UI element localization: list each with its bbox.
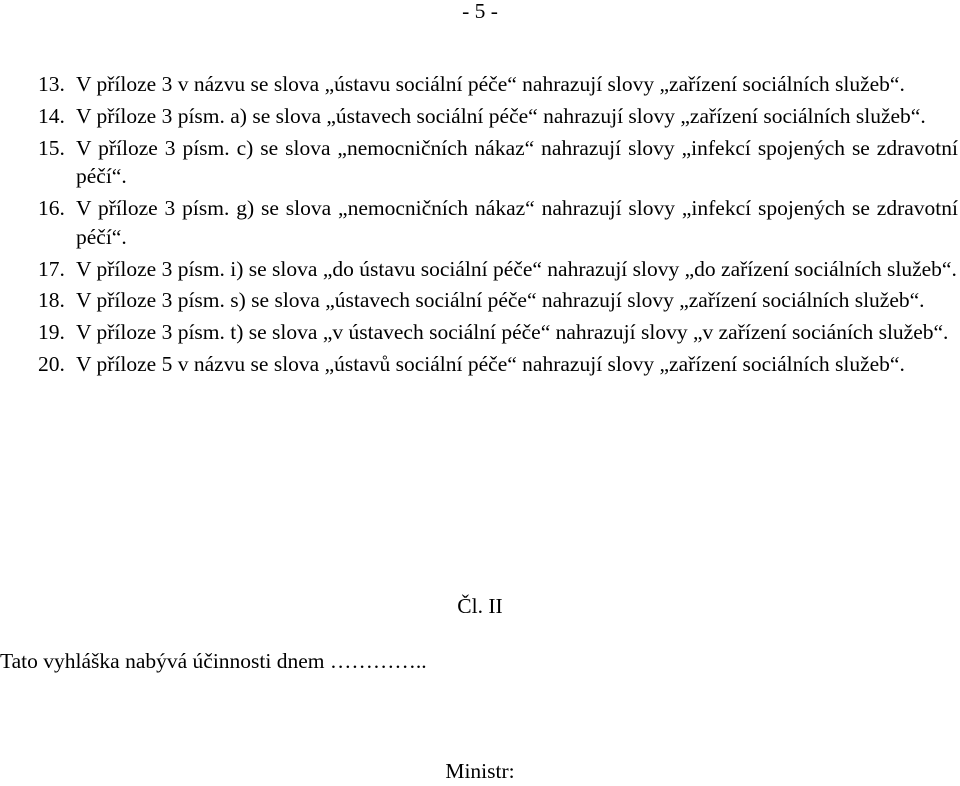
- item-text: V příloze 3 písm. a) se slova „ústavech sociální péče“ nahrazují slovy „zařízení sociálních služeb“.: [76, 103, 926, 128]
- effective-date-clause: Tato vyhláška nabývá účinnosti dnem …………..: [0, 649, 427, 673]
- item-text: V příloze 3 písm. g) se slova „nemocničních nákaz“ nahrazují slovy „infekcí spojených se zdravotní péčí“.: [76, 196, 958, 249]
- list-item: [38, 318, 958, 347]
- signature-label: Ministr:: [445, 759, 515, 783]
- item-number: 14.: [38, 103, 65, 128]
- list-item: [38, 255, 958, 284]
- item-text: V příloze 3 písm. t) se slova „v ústavech sociální péče“ nahrazují slovy „v zařízení sociáních služeb“.: [76, 320, 949, 345]
- list-item: [38, 350, 958, 379]
- item-number: 17.: [38, 256, 65, 281]
- page-number: - 5 -: [462, 0, 498, 23]
- item-text: V příloze 3 písm. c) se slova „nemocničních nákaz“ nahrazují slovy „infekcí spojených se zdravotní péčí“.: [76, 135, 958, 189]
- item-number: 13.: [38, 72, 65, 96]
- list-item: [38, 134, 958, 191]
- list-item: [38, 194, 958, 251]
- item-text: V příloze 3 písm. i) se slova „do ústavu sociální péče“ nahrazují slovy „do zařízení sociálních služeb“.: [76, 256, 957, 281]
- list-item: [38, 70, 958, 99]
- item-text: V příloze 3 písm. s) se slova „ústavech sociální péče“ nahrazují slovy „zařízení sociálních služeb“.: [76, 288, 925, 313]
- item-number: 20.: [38, 352, 65, 377]
- article-heading: Čl. II: [457, 594, 503, 618]
- item-number: 18.: [38, 288, 65, 313]
- list-item: [38, 286, 958, 315]
- item-number: 15.: [38, 135, 65, 160]
- item-text: V příloze 5 v názvu se slova „ústavů sociální péče“ nahrazují slovy „zařízení sociálních služeb“.: [76, 352, 905, 377]
- amendment-list: [38, 70, 958, 382]
- item-number: 16.: [38, 196, 65, 221]
- item-number: 19.: [38, 320, 65, 345]
- item-text: V příloze 3 v názvu se slova „ústavu sociální péče“ nahrazují slovy „zařízení sociálních služeb“.: [76, 72, 905, 96]
- list-item: [38, 102, 958, 131]
